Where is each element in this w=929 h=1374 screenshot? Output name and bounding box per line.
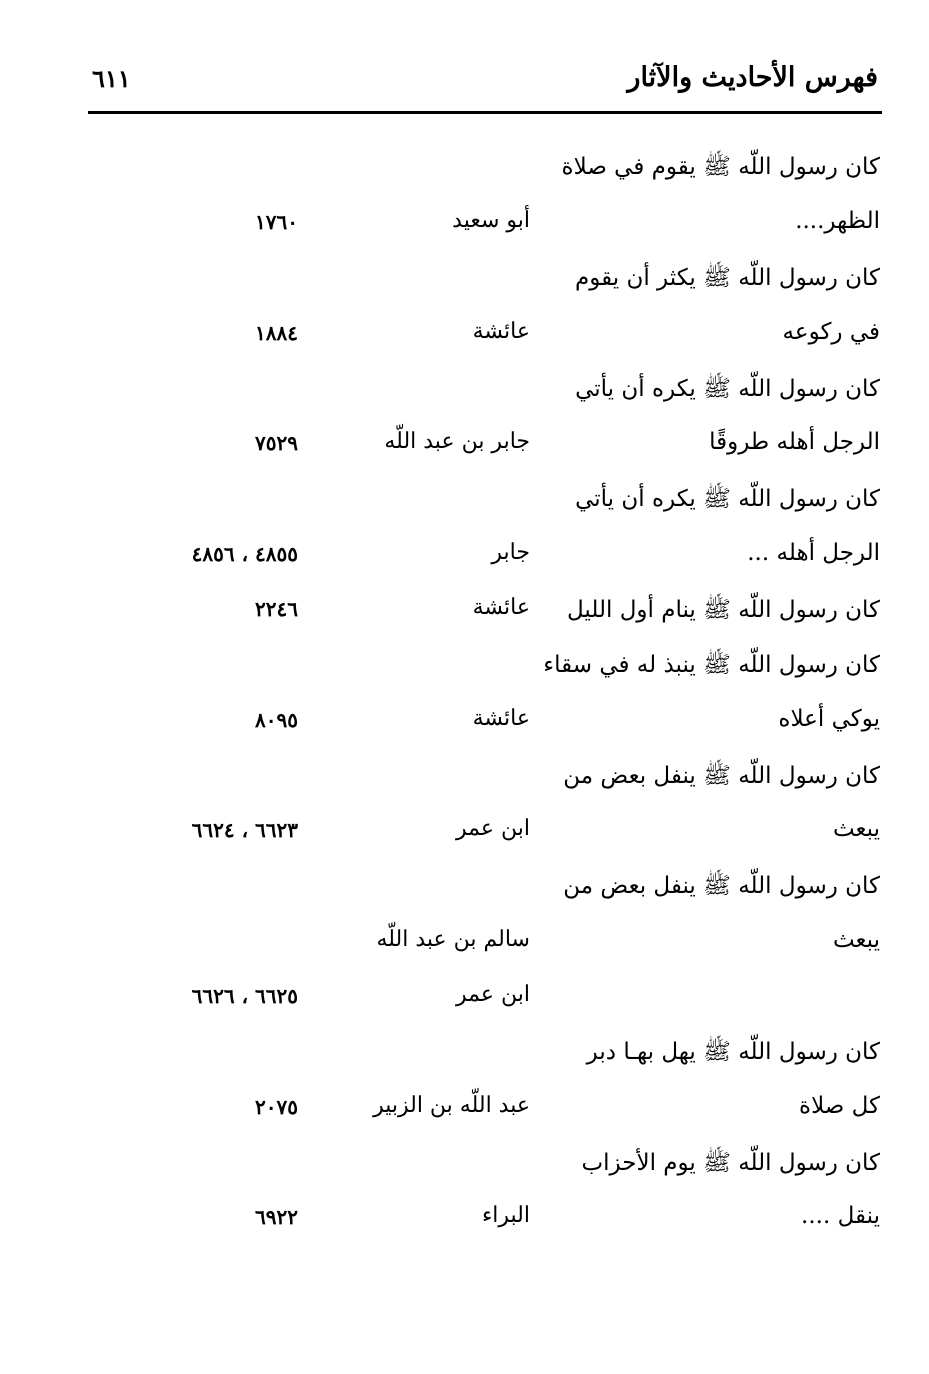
index-entry <box>88 976 882 1022</box>
index-entry <box>88 921 882 967</box>
hadith-text: كان رسول اللّه ﷺ ينفل بعض من <box>563 763 880 789</box>
index-entry <box>88 1142 882 1188</box>
narrator-name: سالم بن عبد اللّه <box>376 927 530 952</box>
hadith-numbers: ٤٨٥٥ ، ٤٨٥٦ <box>191 542 298 566</box>
narrator-name: أبو سعيد <box>452 208 530 233</box>
page-header <box>88 58 882 108</box>
hadith-numbers: ١٧٦٠ <box>255 210 298 234</box>
hadith-numbers: ٨٠٩٥ <box>255 708 298 732</box>
index-entry <box>88 1031 882 1077</box>
narrator-name: جابر <box>491 540 530 565</box>
index-entry <box>88 313 882 359</box>
index-entry <box>88 589 882 635</box>
narrator-name: ابن عمر <box>456 816 530 841</box>
index-entry <box>88 368 882 414</box>
hadith-text: يبعث <box>832 816 880 842</box>
hadith-text: كل صلاة <box>799 1093 880 1119</box>
hadith-text: ينقل .... <box>801 1203 880 1229</box>
index-entry <box>88 257 882 303</box>
index-entry <box>88 423 882 469</box>
hadith-text: في ركوعه <box>782 319 880 345</box>
hadith-numbers: ٦٦٢٥ ، ٦٦٢٦ <box>191 984 298 1008</box>
hadith-text: كان رسول اللّه ﷺ ينبذ له في سقاء <box>543 652 880 678</box>
index-entry <box>88 700 882 746</box>
hadith-text: كان رسول اللّه ﷺ يكثر أن يقوم <box>575 265 880 291</box>
narrator-name: ابن عمر <box>456 982 530 1007</box>
header-rule <box>88 111 882 114</box>
hadith-numbers: ١٨٨٤ <box>255 321 298 345</box>
hadith-numbers: ٢٠٧٥ <box>255 1095 298 1119</box>
index-entry <box>88 1087 882 1133</box>
hadith-numbers: ٦٩٢٢ <box>255 1205 298 1229</box>
index-entry <box>88 755 882 801</box>
hadith-text: يبعث <box>832 927 880 953</box>
hadith-numbers: ٦٦٢٣ ، ٦٦٢٤ <box>191 818 298 842</box>
page-title: فهرس الأحاديث والآثار <box>627 62 878 93</box>
index-entry <box>88 1197 882 1243</box>
narrator-name: عبد اللّه بن الزبير <box>373 1093 530 1118</box>
hadith-text: كان رسول اللّه ﷺ يكره أن يأتي <box>575 376 880 402</box>
index-entry <box>88 478 882 524</box>
hadith-numbers: ٧٥٢٩ <box>255 431 298 455</box>
narrator-name: عائشة <box>472 595 530 620</box>
hadith-text: كان رسول اللّه ﷺ يكره أن يأتي <box>575 486 880 512</box>
index-entry <box>88 534 882 580</box>
hadith-text: كان رسول اللّه ﷺ يهل بهـا دبر <box>586 1039 880 1065</box>
hadith-numbers: ٢٢٤٦ <box>255 597 298 621</box>
hadith-text: الظهر.... <box>795 208 880 234</box>
hadith-text: كان رسول اللّه ﷺ ينام أول الليل <box>567 597 880 623</box>
hadith-text: كان رسول اللّه ﷺ يقوم في صلاة <box>561 154 880 180</box>
index-entry <box>88 810 882 856</box>
narrator-name: البراء <box>481 1203 530 1228</box>
hadith-text: كان رسول اللّه ﷺ ينفل بعض من <box>563 873 880 899</box>
hadith-text: الرجل أهله ... <box>747 540 880 566</box>
narrator-name: عائشة <box>472 319 530 344</box>
narrator-name: جابر بن عبد اللّه <box>384 429 530 454</box>
narrator-name: عائشة <box>472 706 530 731</box>
hadith-text: يوكي أعلاه <box>778 706 880 732</box>
hadith-text: كان رسول اللّه ﷺ يوم الأحزاب <box>581 1150 880 1176</box>
index-entry <box>88 202 882 248</box>
index-entry <box>88 644 882 690</box>
index-entry <box>88 146 882 192</box>
page-number: ٦١١ <box>92 64 131 93</box>
hadith-text: الرجل أهله طروقًا <box>709 429 880 455</box>
index-entry <box>88 865 882 911</box>
